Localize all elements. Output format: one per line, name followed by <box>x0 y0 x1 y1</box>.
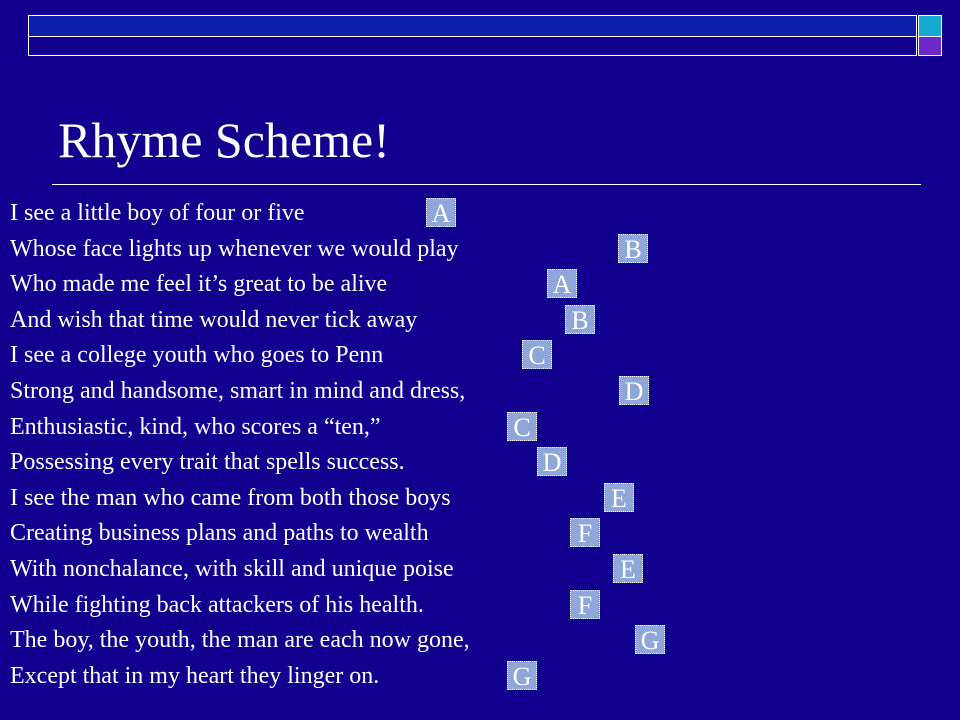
rhyme-tag: D <box>619 376 649 405</box>
poem-line <box>10 481 950 517</box>
poem-line <box>10 659 950 695</box>
poem-body <box>10 196 950 694</box>
rhyme-tag: G <box>507 661 537 690</box>
slide-title: Rhyme Scheme! <box>58 112 390 168</box>
decorative-top-frame <box>28 15 942 56</box>
decorative-corner-square-magenta <box>918 36 942 56</box>
poem-line <box>10 552 950 588</box>
rhyme-tag: A <box>426 198 456 227</box>
rhyme-tag: B <box>618 234 648 263</box>
poem-line-text: With nonchalance, with skill and unique poise <box>10 555 454 582</box>
poem-line-text: Enthusiastic, kind, who scores a “ten,” <box>10 413 381 440</box>
poem-line-text: Whose face lights up whenever we would play <box>10 235 459 262</box>
decorative-top-bar <box>28 15 917 37</box>
decorative-corner-square-cyan <box>918 15 942 37</box>
poem-line-text: While fighting back attackers of his health. <box>10 591 424 618</box>
poem-line <box>10 232 950 268</box>
poem-line-text: I see a little boy of four or five <box>10 200 305 226</box>
poem-line-text: Possessing every trait that spells success. <box>10 449 405 476</box>
poem-line <box>10 623 950 659</box>
rhyme-tag: A <box>547 269 577 298</box>
poem-line-text: Except that in my heart they linger on. <box>10 662 380 689</box>
poem-line-text: I see the man who came from both those boys <box>10 484 451 511</box>
poem-line-text: And wish that time would never tick away <box>10 306 418 333</box>
poem-line <box>10 196 950 232</box>
decorative-top-bar-lower <box>28 36 917 56</box>
poem-line-text: Who made me feel it’s great to be alive <box>10 271 388 298</box>
rhyme-tag: C <box>522 340 552 369</box>
poem-line <box>10 445 950 481</box>
rhyme-tag: E <box>613 554 643 583</box>
title-divider <box>52 184 921 185</box>
poem-line-text: Creating business plans and paths to wealth <box>10 520 429 547</box>
rhyme-tag: G <box>635 625 665 654</box>
rhyme-tag: B <box>565 305 595 334</box>
rhyme-tag: F <box>570 590 600 619</box>
rhyme-tag: D <box>537 447 567 476</box>
poem-line <box>10 410 950 446</box>
poem-line <box>10 374 950 410</box>
poem-line <box>10 267 950 303</box>
poem-line <box>10 338 950 374</box>
poem-line-text: I see a college youth who goes to Penn <box>10 342 384 369</box>
poem-line <box>10 588 950 624</box>
rhyme-tag: E <box>604 483 634 512</box>
poem-line <box>10 516 950 552</box>
poem-line-text: Strong and handsome, smart in mind and dress, <box>10 377 466 404</box>
poem-line-text: The boy, the youth, the man are each now gone, <box>10 627 470 654</box>
rhyme-tag: F <box>570 518 600 547</box>
rhyme-tag: C <box>507 412 537 441</box>
poem-line <box>10 303 950 339</box>
